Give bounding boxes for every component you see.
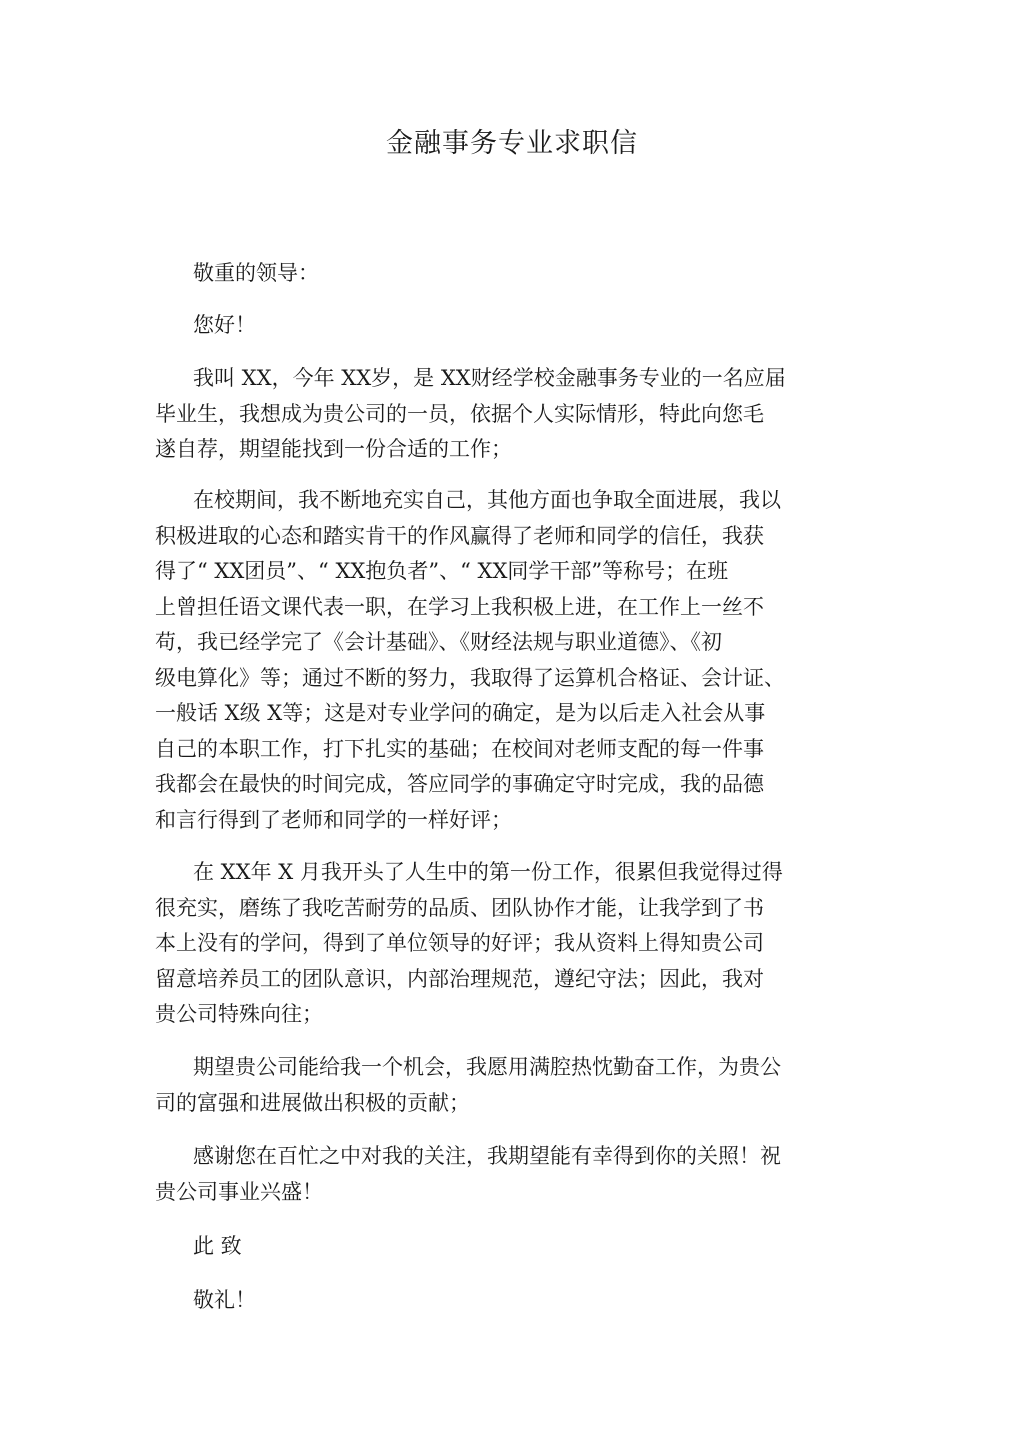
paragraph-line: 积极进取的心态和踏实肯干的作风赢得了老师和同学的信任，我获: [155, 523, 764, 548]
paragraph-line: 在校期间，我不断地充实自己，其他方面也争取全面进展，我以: [193, 488, 781, 512]
salutation: [155, 256, 845, 292]
paragraph-line: 在 XX年 X 月我开头了人生中的第一份工作，很累但我觉得过得: [193, 860, 783, 884]
paragraph-line: 遂自荐，期望能找到一份合适的工作；: [155, 437, 512, 461]
paragraph-school-experience: [155, 483, 845, 838]
paragraph-line: 我都会在最快的时间完成，答应同学的事确定守时完成，我的品德: [155, 772, 764, 796]
paragraph-request: [155, 1050, 845, 1121]
paragraph-line: 一般话 X级 X等；这是对专业学问的确定，是为以后走入社会从事: [155, 701, 766, 725]
paragraph-introduction: [155, 361, 845, 468]
paragraph-line: 期望贵公司能给我一个机会，我愿用满腔热忱勤奋工作，为贵公: [193, 1055, 781, 1079]
paragraph-work-experience: [155, 855, 845, 1033]
paragraph-line: 司的富强和进展做出积极的贡献；: [155, 1090, 470, 1115]
salutation-text: 敬重的领导：: [193, 261, 319, 285]
paragraph-thanks: [155, 1139, 845, 1210]
paragraph-line: 级电算化》等；通过不断的努力，我取得了运算机合格证、会计证、: [155, 665, 785, 690]
paragraph-line: 和言行得到了老师和同学的一样好评；: [155, 807, 512, 832]
paragraph-line: 我叫 XX，今年 XX岁，是 XX财经学校金融事务专业的一名应届: [193, 366, 786, 390]
closing: [155, 1229, 845, 1265]
paragraph-line: 上曾担任语文课代表一职，在学习上我积极上进，在工作上一丝不: [155, 594, 764, 619]
paragraph-line: 贵公司事业兴盛！: [155, 1179, 323, 1204]
paragraph-line: 毕业生，我想成为贵公司的一员，依据个人实际情形，特此向您毛: [155, 401, 764, 426]
greeting: [155, 308, 845, 344]
paragraph-line: 苟，我已经学完了《会计基础》、《财经法规与职业道德》、《初: [155, 630, 722, 654]
closing-text: 此 致: [193, 1234, 242, 1258]
paragraph-line: 自己的本职工作，打下扎实的基础；在校间对老师支配的每一件事: [155, 736, 764, 761]
paragraph-line: 本上没有的学问，得到了单位领导的好评；我从资料上得知贵公司: [155, 931, 764, 955]
greeting-text: 您好！: [193, 313, 256, 337]
paragraph-line: 得了“ XX团员”、“ XX抱负者”、“ XX同学干部”等称号；在班: [155, 559, 729, 583]
document-title: 金融事务专业求职信: [386, 128, 638, 159]
paragraph-line: 很充实，磨练了我吃苦耐劳的品质、团队协作才能，让我学到了书: [155, 895, 764, 920]
regards: [155, 1283, 845, 1319]
paragraph-line: 感谢您在百忙之中对我的关注，我期望能有幸得到你的关照！祝: [193, 1144, 781, 1168]
paragraph-line: 留意培养员工的团队意识，内部治理规范，遵纪守法；因此，我对: [155, 966, 764, 991]
regards-text: 敬礼！: [193, 1288, 256, 1312]
paragraph-line: 贵公司特殊向往；: [155, 1002, 323, 1026]
